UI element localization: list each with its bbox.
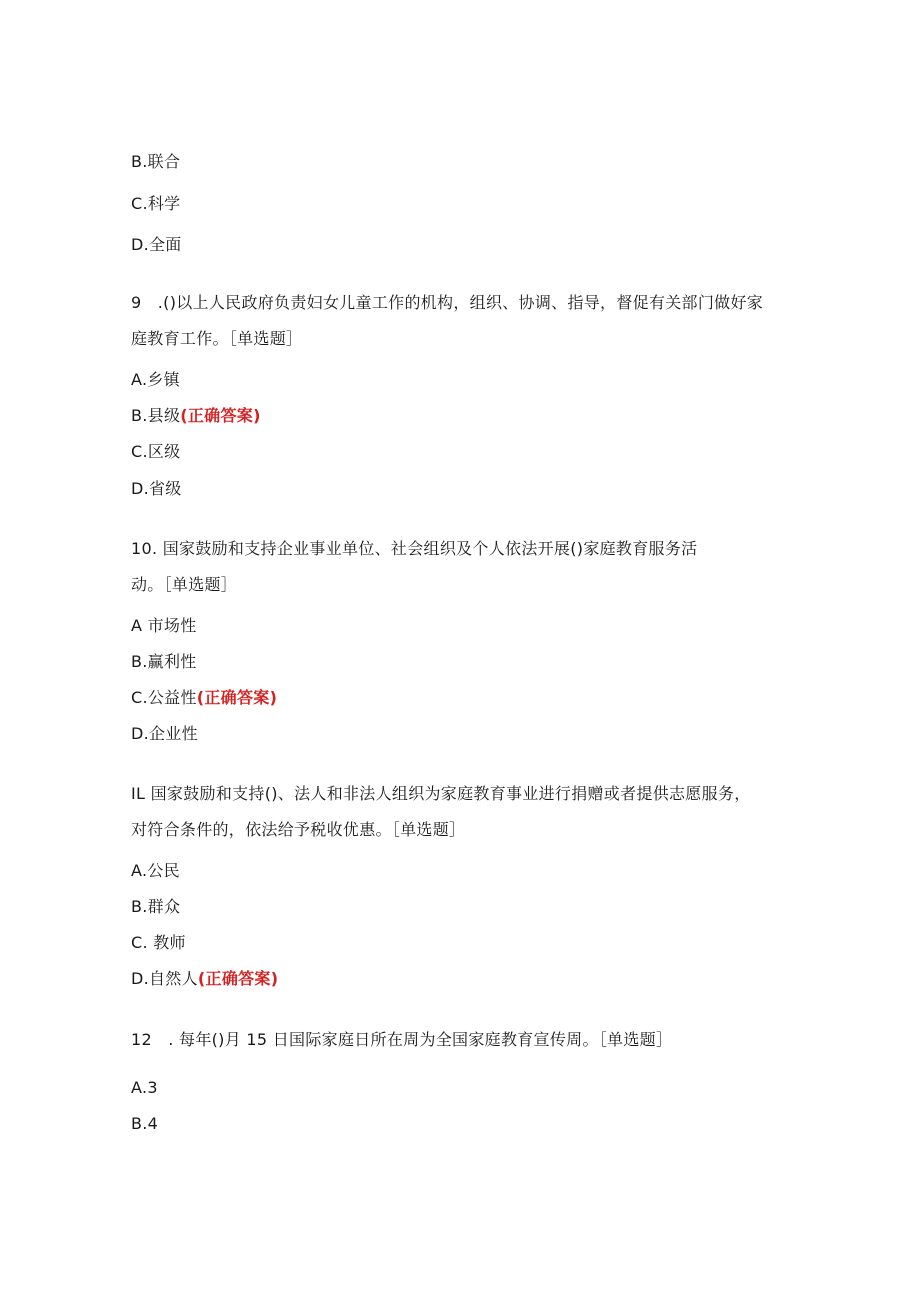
- q11-option-d: [131, 968, 278, 990]
- q9-option-c: C.区级: [131, 442, 181, 461]
- q11-option-b: B.群众: [131, 897, 181, 916]
- q9-option-b: [131, 405, 261, 427]
- q10-option-b: B.赢利性: [131, 652, 197, 671]
- q9-option-b-text: B.县级: [131, 406, 181, 425]
- q10-option-c: [131, 687, 277, 709]
- q11-question-line-1: IL 国家鼓励和支持()、法人和非法人组织为家庭教育事业进行捐赠或者提供志愿服务，: [131, 784, 751, 803]
- q12-option-a: A.3: [131, 1078, 158, 1097]
- correct-answer-mark: (正确答案): [196, 688, 278, 707]
- q10-question-line-2: 动。［单选题］: [131, 575, 238, 594]
- q9-option-d: D.省级: [131, 479, 182, 498]
- q10-option-c-text: C.公益性: [131, 688, 197, 707]
- q10-question-line-1: 10. 国家鼓励和支持企业事业单位、社会组织及个人依法开展()家庭教育服务活: [131, 539, 698, 558]
- q11-option-a: A.公民: [131, 861, 180, 880]
- q8-option-b: B.联合: [131, 152, 181, 171]
- q9-question-line-2: 庭教育工作。［单选题］: [131, 329, 303, 348]
- q9-option-a: A.乡镇: [131, 370, 180, 389]
- q9-question-line-1: 9 .()以上人民政府负责妇女儿童工作的机构，组织、协调、指导，督促有关部门做好家: [131, 293, 764, 312]
- q10-option-a: A 市场性: [131, 616, 197, 635]
- q11-option-c: C. 教师: [131, 933, 186, 952]
- correct-answer-mark: (正确答案): [180, 406, 261, 425]
- q12-option-b: B.4: [131, 1114, 159, 1133]
- q10-option-d: D.企业性: [131, 724, 198, 743]
- q8-option-c: C.科学: [131, 194, 181, 213]
- q11-option-d-text: D.自然人: [131, 969, 198, 988]
- correct-answer-mark: (正确答案): [197, 969, 279, 988]
- q12-question-line-1: 12 . 每年()月 15 日国际家庭日所在周为全国家庭教育宣传周。［单选题］: [131, 1030, 673, 1049]
- q8-option-d: D.全面: [131, 235, 182, 254]
- q11-question-line-2: 对符合条件的，依法给予税收优惠。［单选题］: [131, 820, 466, 839]
